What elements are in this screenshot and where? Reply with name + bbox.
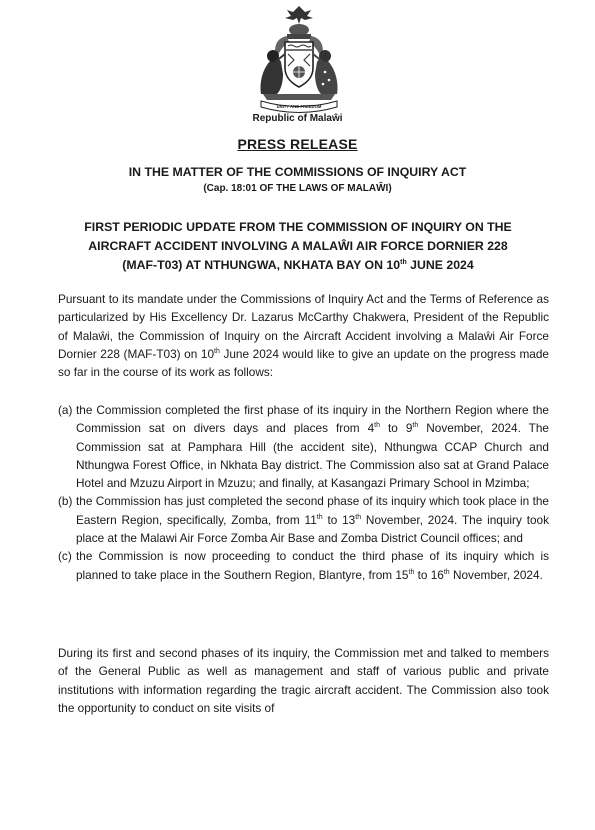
list-item [58, 547, 549, 584]
intro-paragraph: Pursuant to its mandate under the Commissions of Inquiry Act and the Terms of Reference as particularized by His Excellency Dr. Lazarus McCarthy Chakwera, President of the Republic of Malaŵi, the Commission of Inquiry on the Aircraft Accident involving a Malaŵi Air Force Dornier 228 (MAF-T03) on 10th June 2024 would like to give an update on the progress made so far in the course of its work as follows: [58, 292, 549, 380]
list-item-label: (c) [58, 549, 72, 564]
progress-list [58, 401, 549, 584]
emblem-motto: UNITY AND FREEDOM [276, 104, 322, 109]
act-citation: (Cap. 18:01 OF THE LAWS OF MALAŴI) [203, 183, 392, 194]
update-title-line: (MAF-T03) AT NTHUNGWA, NKHATA BAY ON 10th JUNE 2024 [122, 258, 474, 272]
list-item [58, 401, 549, 492]
list-item-text: the Commission is now proceeding to conduct the third phase of its inquiry which is planned to take place in the Southern Region, Blantyre, from 15th to 16th November, 2024. [76, 549, 549, 582]
list-item-text: the Commission has just completed the second phase of its inquiry which took place in the Eastern Region, specifically, Zomba, from 11th to 13th November, 2024. The inquiry took place at the Malawi Air Force Zomba Air Base and Zomba District Council offices; and [76, 494, 549, 546]
press-release-heading: PRESS RELEASE [237, 136, 358, 152]
list-item-label: (b) [58, 494, 73, 509]
update-title [58, 218, 538, 275]
update-title-line: AIRCRAFT ACCIDENT INVOLVING A MALAŴI AIR FORCE DORNIER 228 [88, 239, 508, 253]
list-item-label: (a) [58, 403, 73, 417]
closing-paragraph: During its first and second phases of its inquiry, the Commission met and talked to members of the General Public as well as management and staff of various public and private institutions with information regarding the tragic aircraft accident. The Commission also took the opportunity to conduct on site visits of [58, 646, 549, 715]
list-item-text: the Commission completed the first phase of its inquiry in the Northern Region where the Commission sat on divers days and places from 4th to 9th November, 2024. The Commission sat at Pamphara Hill (the accident site), Nthungwa CCAP Church and Nthungwa Forest Office, in Nkhata Bay district. The Commission also sat at Grand Palace Hotel and Mzuzu Airport in Mzuzu; and finally, at Kasangazi Primary School in Mzimba; [76, 403, 549, 491]
act-heading: IN THE MATTER OF THE COMMISSIONS OF INQUIRY ACT [128, 165, 467, 179]
update-title-line: FIRST PERIODIC UPDATE FROM THE COMMISSION OF INQUIRY ON THE [84, 220, 512, 234]
malawi-coat-of-arms [253, 2, 345, 114]
republic-caption: Republic of Malaŵi [252, 113, 343, 124]
list-item [58, 492, 549, 547]
